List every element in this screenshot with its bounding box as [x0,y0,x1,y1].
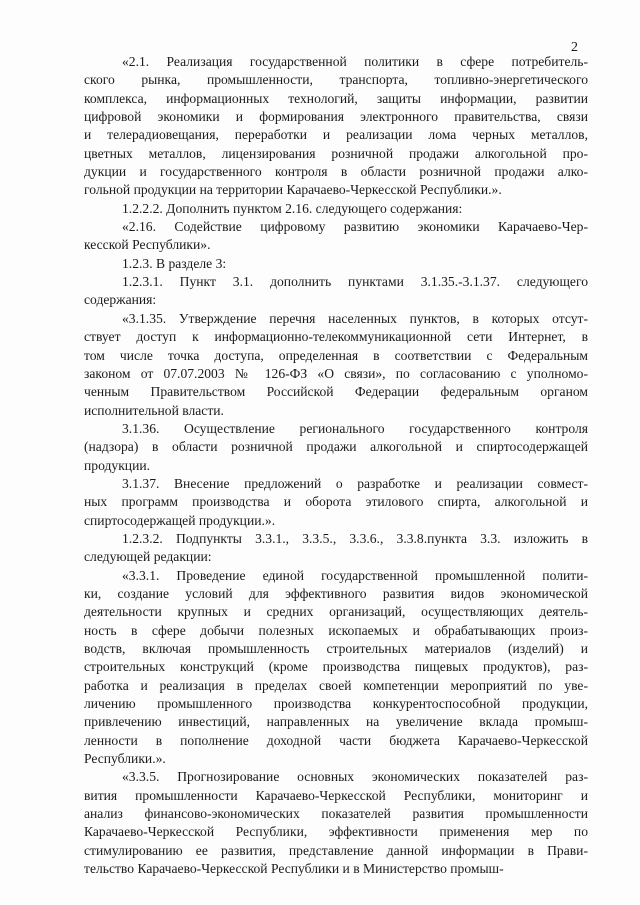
document-body [84,53,588,878]
text-line: исполнительной власти. [84,402,224,418]
paragraph-p-3-1-36 [84,420,588,475]
page-number: 2 [571,40,578,55]
text-line: продукции. [84,457,151,473]
text-line: содержания: [84,292,157,308]
text-line: вития промышленности Карачаево-Черкесской Республики, мониторинг и [84,787,588,803]
text-line: стимулированию ее развития, представление данной информации в Прави- [84,842,588,858]
text-line: личению промышленного производства конкурентоспособной продукции, [84,696,588,712]
text-line: «2.1. Реализация государственной политики в сфере потребитель- [122,54,588,69]
text-line: строительных конструкций (кроме производства пищевых продуктов), раз- [84,659,588,675]
text-line: ствует доступ к информационно-телекоммуникационной сети Интернет, в [84,329,588,345]
text-line: цифровой экономики и формирования электронного правительства, связи [84,109,588,125]
text-line: водств, включая промышленность строительных материалов (изделий) и [84,641,588,656]
text-line: ченным Правительством Российской Федерации федеральным органом [84,384,588,400]
text-line: цветных металлов, лицензирования розничной продажи алкогольной про- [84,145,588,161]
text-line: Республики.». [84,751,166,767]
text-line: ского рынка, промышленности, транспорта, топливно-энергетического [84,72,588,88]
text-line: кесской Республики». [84,237,211,253]
text-line: дукции и государственного контроля в области розничной продажи алко- [84,164,588,180]
text-line: Карачаево-Черкесской Республики, эффективности применения мер по [84,824,588,840]
paragraph-p-2-16 [84,218,588,255]
text-line: 1.2.3.2. Подпункты 3.3.1., 3.3.5., 3.3.6., 3.3.8.пункта 3.3. изложить в [122,530,588,546]
text-line: спиртосодержащей продукции.». [84,512,276,528]
text-line: следующей редакции: [84,549,212,565]
text-line: том числе точка доступа, определенная в соответствии с Федеральным [84,347,588,363]
text-line: деятельности крупных и средних организаций, осуществляющих деятель- [84,604,588,620]
paragraph-p-3-3-1 [84,567,588,769]
text-line: ленности в пополнение доходной части бюджета Карачаево-Черкесской [84,732,588,748]
paragraph-p-3-1-35 [84,310,588,420]
text-line: ных программ производства и оборота этилового спирта, алкогольной и [84,494,588,510]
text-line: 1.2.3. В разделе 3: [122,255,227,271]
paragraph-p-3-1-37 [84,475,588,530]
text-line: тельство Карачаево-Черкесской Республики и в Министерство промыш- [84,861,504,877]
text-line: 3.1.37. Внесение предложений о разработке и реализации совмест- [122,475,588,491]
paragraph-p-1-2-3 [84,255,588,273]
text-line: привлечению инвестиций, направленных на увеличение вклада промыш- [84,714,588,730]
text-line: 1.2.3.1. Пункт 3.1. дополнить пунктами 3.1.35.-3.1.37. следующего [122,274,588,290]
text-line: комплекса, информационных технологий, защиты информации, развитии [84,90,588,106]
text-line: «3.3.1. Проведение единой государственной промышленной полити- [122,567,588,583]
text-line: работка и реализация в пределах своей компетенции мероприятий по уве- [84,677,588,693]
text-line: «2.16. Содействие цифровому развитию экономики Карачаево-Чер- [122,219,588,235]
text-line: 1.2.2.2. Дополнить пунктом 2.16. следующего содержания: [122,200,463,216]
text-line: законом от 07.07.2003 № 126-ФЗ «О связи», по согласованию с уполномо- [84,365,588,381]
paragraph-p-2-1 [84,53,588,200]
text-line: «3.1.35. Утверждение перечня населенных пунктов, в которых отсут- [122,310,588,326]
text-line: ность в сфере добычи полезных ископаемых и обрабатывающих произ- [84,622,588,638]
text-line: гольной продукции на территории Карачаево-Черкесской Республики.». [84,182,502,198]
text-line: ки, создание условий для эффективного развития видов экономической [84,585,588,601]
paragraph-p-1-2-3-2 [84,530,588,567]
paragraph-p-1-2-3-1 [84,273,588,310]
text-line: (надзора) в области розничной продажи алкогольной и спиртосодержащей [84,439,588,455]
text-line: «3.3.5. Прогнозирование основных экономических показателей раз- [122,769,588,785]
text-line: 3.1.36. Осуществление регионального государственного контроля [122,420,588,436]
paragraph-p-1-2-2-2 [84,200,588,218]
text-line: и телерадиовещания, переработки и реализации лома черных металлов, [84,127,588,143]
text-line: анализ финансово-экономических показателей развития промышленности [84,806,588,822]
paragraph-p-3-3-5 [84,768,588,878]
